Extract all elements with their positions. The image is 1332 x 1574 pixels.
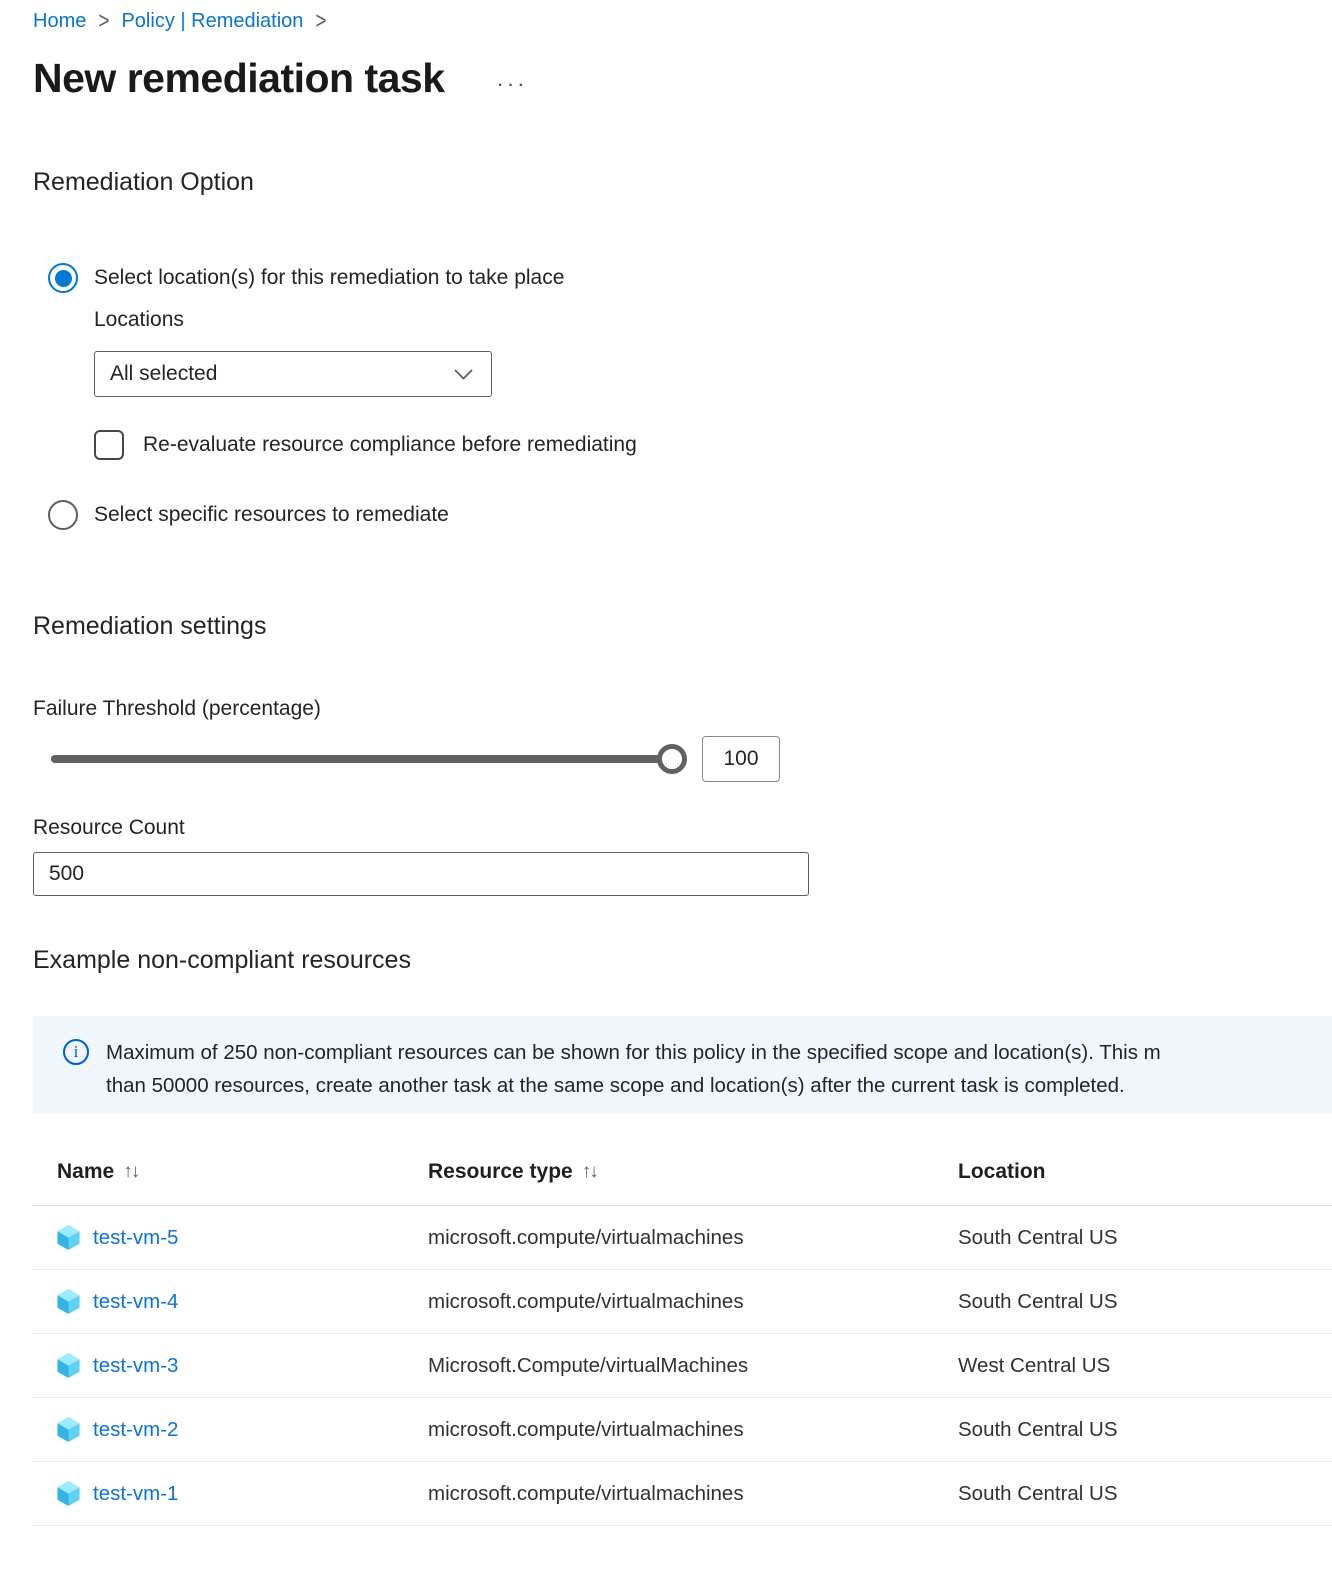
slider-handle[interactable]	[657, 744, 687, 774]
location-cell: South Central US	[958, 1225, 1118, 1249]
more-options-icon[interactable]: ···	[496, 70, 528, 96]
info-icon: i	[63, 1039, 89, 1065]
sort-icon[interactable]: ↑↓	[581, 1160, 597, 1182]
reevaluate-checkbox-row[interactable]	[94, 430, 1332, 460]
table-row[interactable]	[33, 1334, 1332, 1398]
location-cell: West Central US	[958, 1353, 1111, 1377]
resource-count-input[interactable]	[33, 852, 809, 896]
column-header-name[interactable]	[57, 1160, 428, 1184]
locations-dropdown-value: All selected	[110, 362, 218, 385]
table-row[interactable]	[33, 1398, 1332, 1462]
radio-button-icon[interactable]	[48, 263, 78, 293]
breadcrumb-home-link[interactable]: Home	[33, 10, 87, 32]
example-resources-heading: Example non-compliant resources	[33, 946, 411, 974]
resource-link[interactable]: test-vm-2	[93, 1417, 179, 1441]
radio-select-specific-label: Select specific resources to remediate	[94, 503, 449, 526]
info-banner-line2: than 50000 resources, create another task at the same scope and location(s) after the current task is completed.	[106, 1074, 1125, 1097]
table-row[interactable]	[33, 1206, 1332, 1270]
resource-link[interactable]: test-vm-5	[93, 1225, 179, 1249]
table-header-row	[33, 1138, 1332, 1206]
breadcrumb	[33, 7, 1332, 34]
virtual-machine-icon	[57, 1353, 80, 1378]
virtual-machine-icon	[57, 1417, 80, 1442]
breadcrumb-separator-icon: >	[315, 7, 327, 34]
locations-dropdown[interactable]	[94, 351, 492, 397]
virtual-machine-icon	[57, 1225, 80, 1250]
resource-link[interactable]: test-vm-3	[93, 1353, 179, 1377]
failure-threshold-label: Failure Threshold (percentage)	[33, 697, 321, 720]
resource-count-label: Resource Count	[33, 816, 185, 839]
column-header-name-label: Name	[57, 1159, 115, 1183]
failure-threshold-slider[interactable]	[51, 755, 671, 763]
radio-select-locations-label: Select location(s) for this remediation to take place	[94, 266, 565, 289]
column-header-location	[958, 1160, 1332, 1184]
table-row[interactable]	[33, 1462, 1332, 1526]
info-banner	[33, 1016, 1332, 1114]
page-title: New remediation task	[33, 55, 445, 101]
radio-select-locations[interactable]	[48, 263, 1332, 293]
column-header-resource-type[interactable]	[428, 1160, 958, 1184]
checkbox-icon[interactable]	[94, 430, 124, 460]
chevron-down-icon	[454, 369, 473, 380]
info-banner-line1: Maximum of 250 non-compliant resources can be shown for this policy in the specified scope and location(s). This m	[106, 1041, 1161, 1064]
resource-type-cell: microsoft.compute/virtualmachines	[428, 1225, 744, 1249]
virtual-machine-icon	[57, 1289, 80, 1314]
virtual-machine-icon	[57, 1481, 80, 1506]
table-row[interactable]	[33, 1270, 1332, 1334]
remediation-option-heading: Remediation Option	[33, 168, 254, 196]
resource-type-cell: microsoft.compute/virtualmachines	[428, 1481, 744, 1505]
page-header	[33, 55, 1332, 102]
slider-fill	[51, 755, 671, 763]
location-cell: South Central US	[958, 1289, 1118, 1313]
non-compliant-resources-table	[33, 1138, 1332, 1526]
radio-button-icon[interactable]	[48, 500, 78, 530]
resource-type-cell: microsoft.compute/virtualmachines	[428, 1417, 744, 1441]
breadcrumb-policy-remediation-link[interactable]: Policy | Remediation	[121, 10, 304, 32]
failure-threshold-value[interactable]: 100	[702, 736, 780, 782]
remediation-settings-heading: Remediation settings	[33, 612, 267, 640]
column-header-location-label: Location	[958, 1159, 1046, 1183]
sort-icon[interactable]: ↑↓	[123, 1160, 139, 1182]
reevaluate-checkbox-label: Re-evaluate resource compliance before remediating	[143, 433, 637, 456]
column-header-resource-type-label: Resource type	[428, 1159, 573, 1183]
location-cell: South Central US	[958, 1481, 1118, 1505]
location-cell: South Central US	[958, 1417, 1118, 1441]
resource-link[interactable]: test-vm-1	[93, 1481, 179, 1505]
info-banner-text	[106, 1036, 1161, 1102]
resource-link[interactable]: test-vm-4	[93, 1289, 179, 1313]
radio-select-specific-resources[interactable]	[48, 500, 1332, 530]
failure-threshold-slider-row	[33, 735, 1332, 783]
resource-type-cell: Microsoft.Compute/virtualMachines	[428, 1353, 749, 1377]
resource-type-cell: microsoft.compute/virtualmachines	[428, 1289, 744, 1313]
locations-label: Locations	[94, 308, 184, 331]
breadcrumb-separator-icon: >	[98, 7, 110, 34]
